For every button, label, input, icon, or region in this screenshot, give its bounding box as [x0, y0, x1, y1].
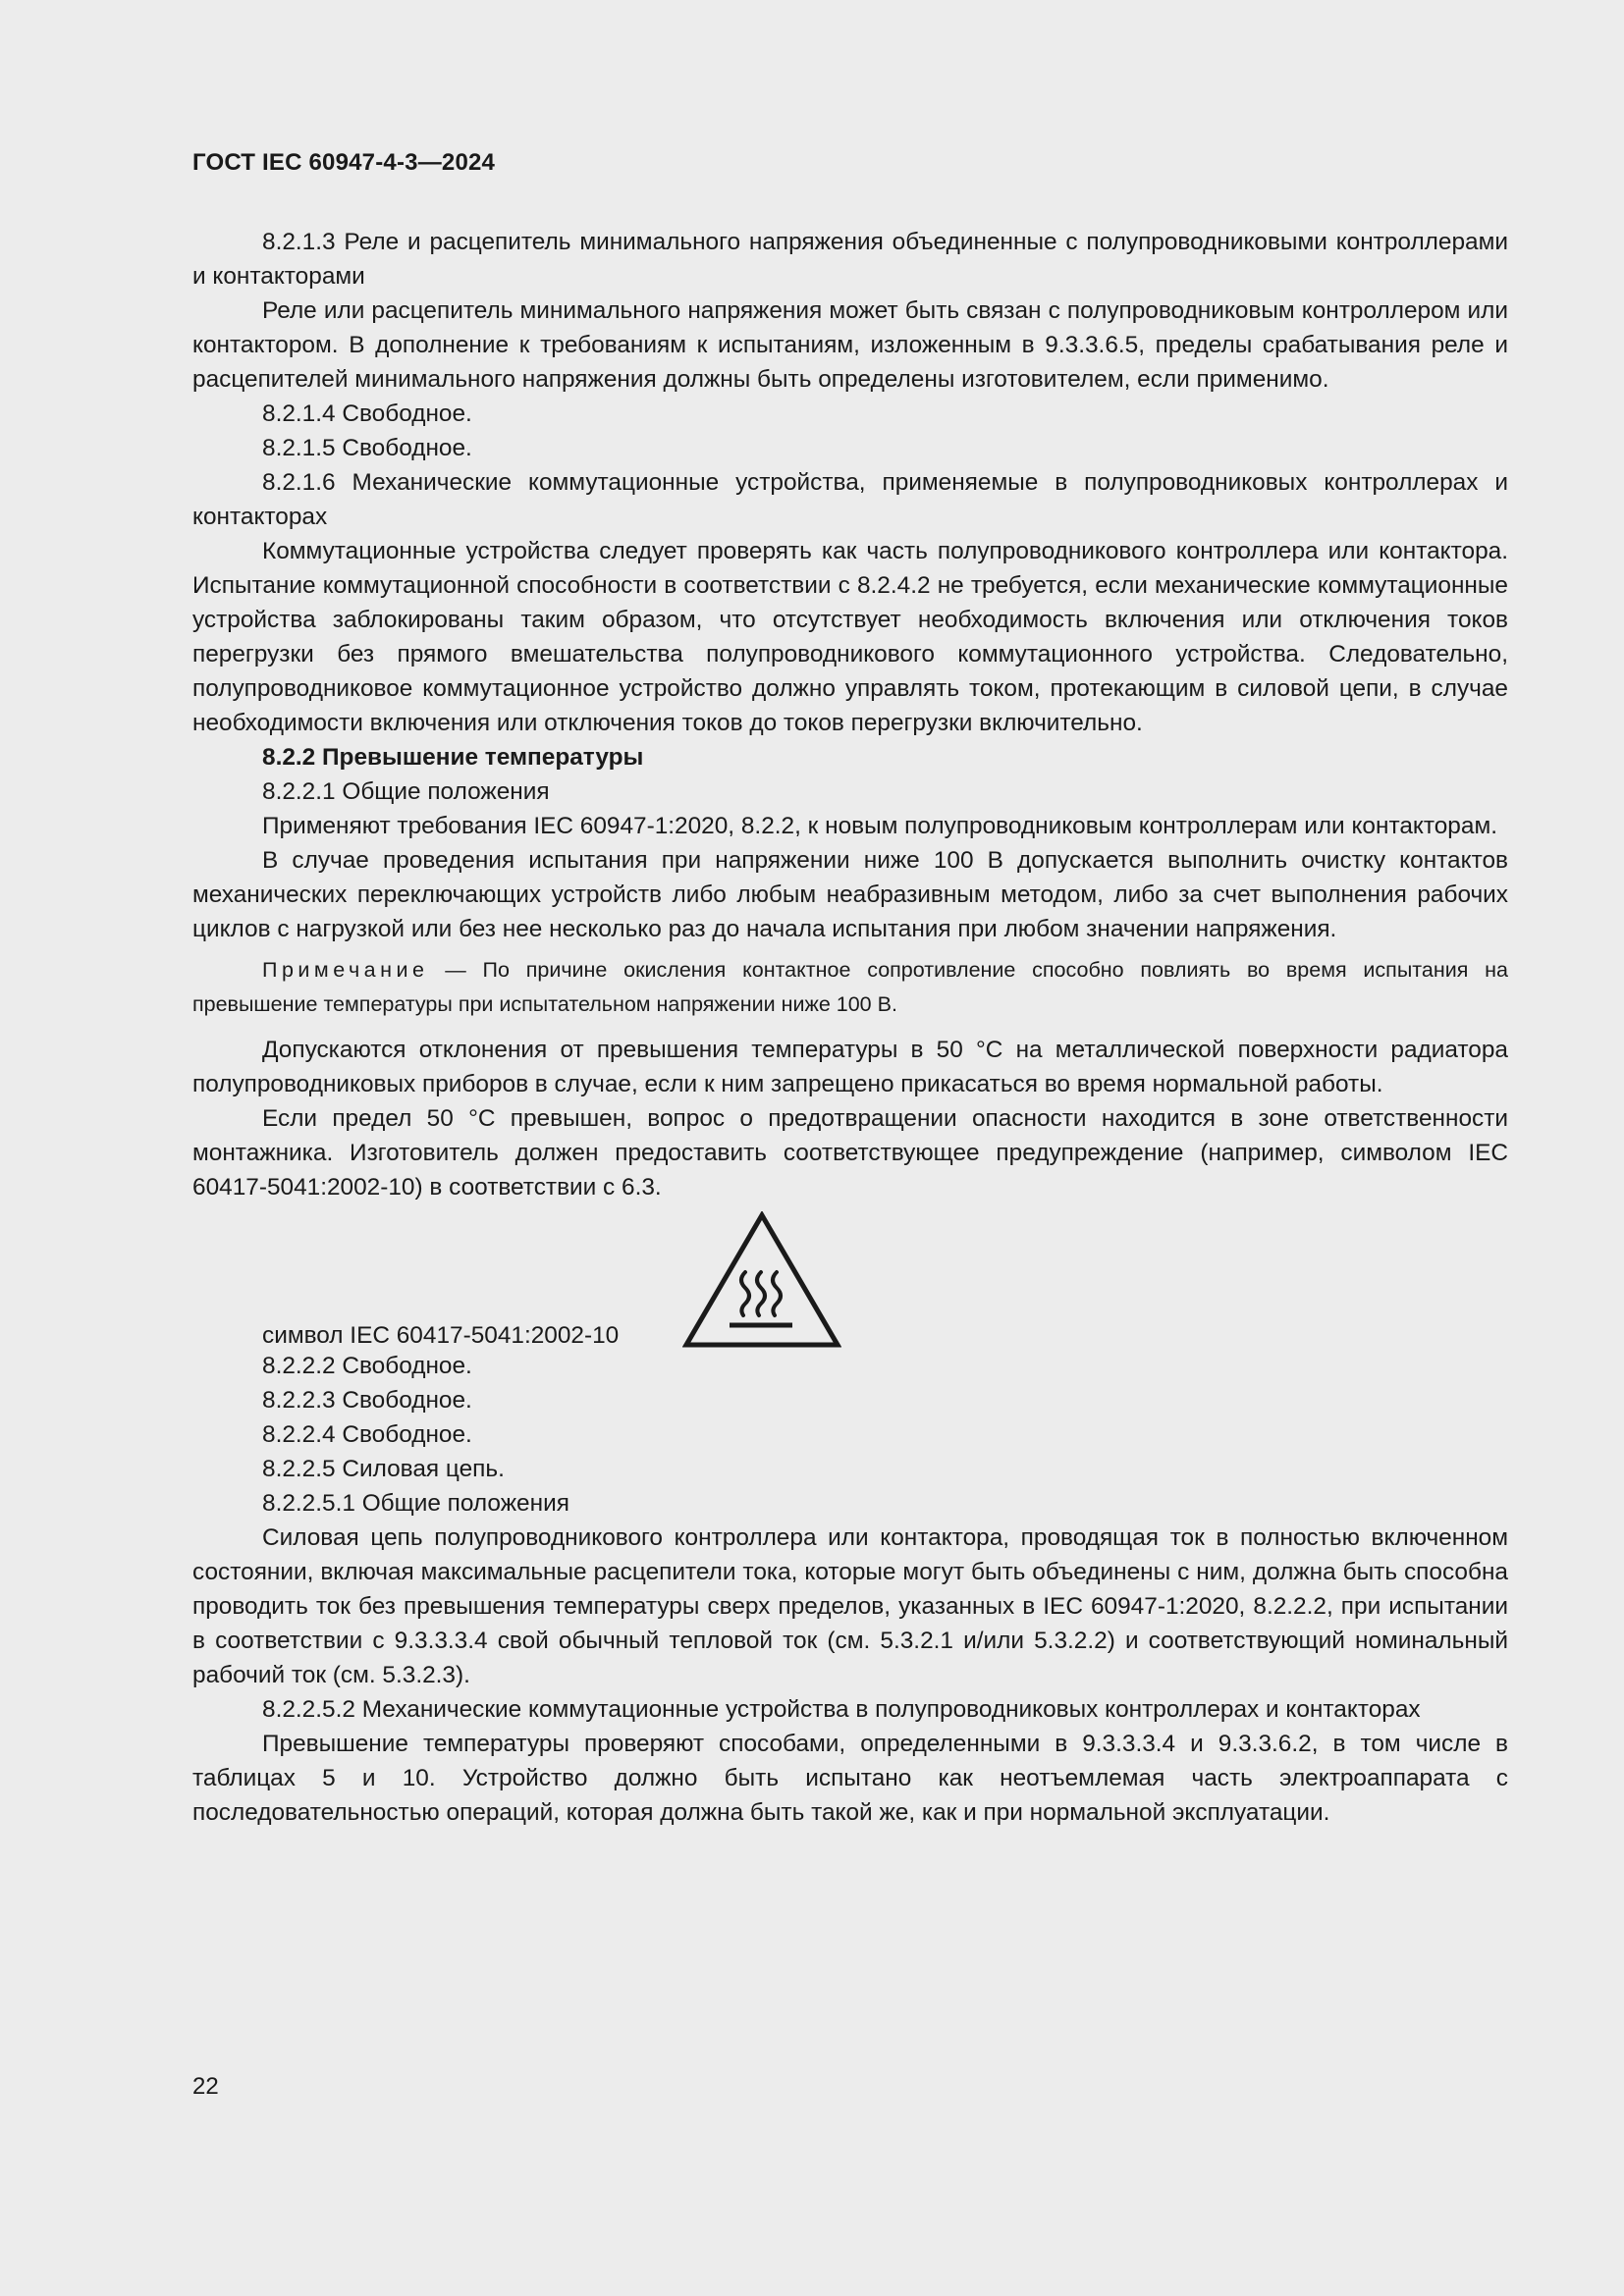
paragraph: 8.2.1.5 Свободное.: [262, 435, 472, 461]
document-header: ГОСТ IEC 60947-4-3—2024: [192, 149, 496, 176]
section-heading: 8.2.2 Превышение температуры: [262, 744, 644, 771]
document-page: [192, 0, 1508, 2296]
paragraph: 8.2.2.5.1 Общие положения: [262, 1490, 569, 1517]
paragraph: 8.2.2.5 Силовая цепь.: [262, 1456, 505, 1482]
paragraph: Если предел 50 °С превышен, вопрос о предотвращении опасности находится в зоне ответственности монтажника. Изготовитель должен предоставить соответствующее предупреждение (например, символом IEC 60417-5041:2002-10) в соответствии с 6.3.: [192, 1105, 1508, 1201]
note-paragraph: [192, 953, 1508, 1022]
symbol-caption: символ IEC 60417-5041:2002-10: [262, 1322, 620, 1349]
note-label: Примечание: [262, 958, 429, 982]
hot-surface-warning-icon: [682, 1211, 841, 1349]
paragraph: 8.2.1.6 Механические коммутационные устройства, применяемые в полупроводниковых контроллерах и контакторах: [192, 469, 1508, 530]
paragraph: Допускаются отклонения от превышения температуры в 50 °С на металлической поверхности радиатора полупроводниковых приборов в случае, если к ним запрещено прикасаться во время нормальной работы.: [192, 1037, 1508, 1097]
paragraph: 8.2.2.3 Свободное.: [262, 1387, 472, 1414]
paragraph: 8.2.1.4 Свободное.: [262, 400, 472, 427]
paragraph: Силовая цепь полупроводникового контроллера или контактора, проводящая ток в полностью включенном состоянии, включая максимальные расцепители тока, которые могут быть объединены с ним, должна быть способна проводить ток без превышения температуры сверх пределов, указанных в IEC 60947-1:2020, 8.2.2.2, при испытании в соответствии с 9.3.3.3.4 свой обычный тепловой ток (см. 5.3.2.1 и/или 5.3.2.2) и соответствующий номинальный рабочий ток (см. 5.3.2.3).: [192, 1524, 1508, 1688]
paragraph: В случае проведения испытания при напряжении ниже 100 В допускается выполнить очистку контактов механических переключающих устройств либо любым неабразивным методом, либо за счет выполнения рабочих циклов с нагрузкой или без нее несколько раз до начала испытания при любом значении напряжения.: [192, 847, 1508, 942]
note-text: — По причине окисления контактное сопротивление способно повлиять во время испытания на превышение температуры при испытательном напряжении ниже 100 В.: [192, 958, 1508, 1016]
page-number: 22: [192, 2073, 219, 2100]
document-body: [192, 225, 1508, 1830]
paragraph: Реле или расцепитель минимального напряжения может быть связан с полупроводниковым контроллером или контактором. В дополнение к требованиям к испытаниям, изложенным в 9.3.3.6.5, пределы срабатывания реле и расцепителей минимального напряжения должны быть определены изготовителем, если применимо.: [192, 297, 1508, 393]
paragraph: Превышение температуры проверяют способами, определенными в 9.3.3.3.4 и 9.3.3.6.2, в том числе в таблицах 5 и 10. Устройство должно быть испытано как неотъемлемая часть электроаппарата с последовательностью операций, которая должна быть такой же, как и при нормальной эксплуатации.: [192, 1731, 1508, 1826]
paragraph: 8.2.1.3 Реле и расцепитель минимального напряжения объединенные с полупроводниковыми контроллерами и контакторами: [192, 229, 1508, 290]
paragraph: 8.2.2.2 Свободное.: [262, 1353, 472, 1379]
paragraph: Коммутационные устройства следует проверять как часть полупроводникового контроллера или контактора. Испытание коммутационной способности в соответствии с 8.2.4.2 не требуется, если механические коммутационные устройства заблокированы таким образом, что отсутствует необходимость включения или отключения токов перегрузки без прямого вмешательства полупроводникового коммутационного устройства. Следовательно, полупроводниковое коммутационное устройство должно управлять током, протекающим в силовой цепи, в случае необходимости включения или отключения токов до токов перегрузки включительно.: [192, 538, 1508, 736]
paragraph: Применяют требования IEC 60947-1:2020, 8.2.2, к новым полупроводниковым контроллерам или контакторам.: [262, 813, 1497, 839]
symbol-figure: [192, 1211, 1508, 1349]
paragraph: 8.2.2.1 Общие положения: [262, 778, 550, 805]
paragraph: 8.2.2.4 Свободное.: [262, 1421, 472, 1448]
paragraph: 8.2.2.5.2 Механические коммутационные устройства в полупроводниковых контроллерах и контакторах: [262, 1696, 1421, 1723]
